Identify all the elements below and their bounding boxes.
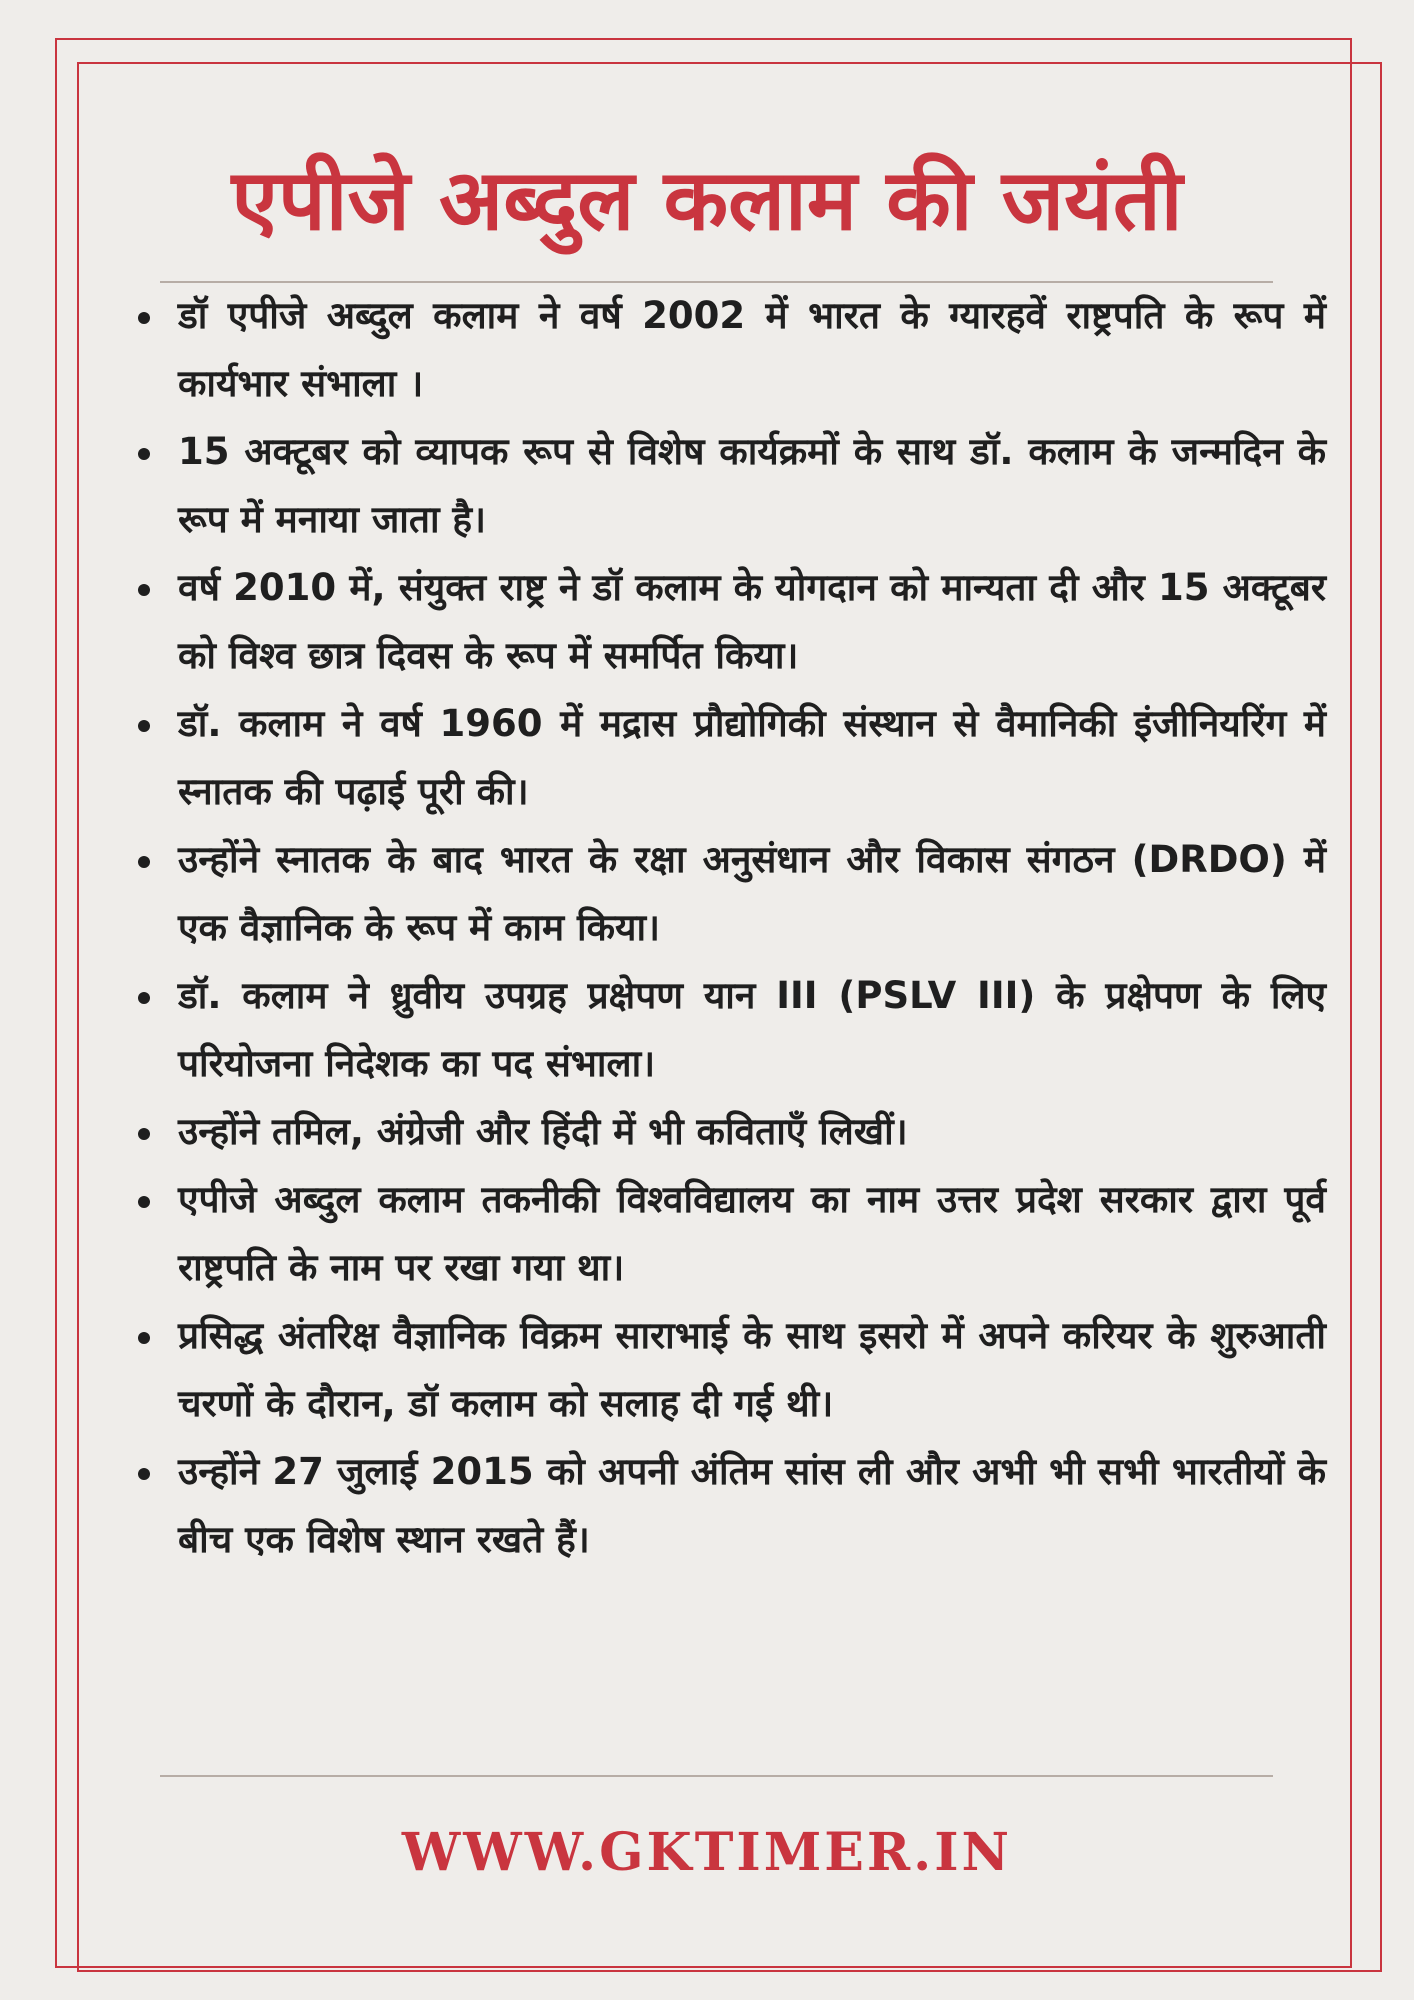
list-item: प्रसिद्ध अंतरिक्ष वैज्ञानिक विक्रम साराभाई के साथ इसरो में अपने करियर के शुरुआती चरणों के दौरान, डॉ कलाम को सलाह दी गई थी। [178,1302,1326,1438]
list-item: डॉ एपीजे अब्दुल कलाम ने वर्ष 2002 में भारत के ग्यारहवें राष्ट्रपति के रूप में कार्यभार संभाला । [178,282,1326,418]
list-item: उन्होंने 27 जुलाई 2015 को अपनी अंतिम सांस ली और अभी भी सभी भारतीयों के बीच एक विशेष स्थान रखते हैं। [178,1438,1326,1574]
list-item: डॉ. कलाम ने ध्रुवीय उपग्रह प्रक्षेपण यान III (PSLV III) के प्रक्षेपण के लिए परियोजना निदेशक का पद संभाला। [178,962,1326,1098]
list-item: उन्होंने तमिल, अंग्रेजी और हिंदी में भी कविताएँ लिखीं। [178,1098,1326,1166]
website-url: WWW.GKTIMER.IN [401,1822,1013,1883]
bottom-divider [160,1775,1273,1777]
list-item: एपीजे अब्दुल कलाम तकनीकी विश्वविद्यालय का नाम उत्तर प्रदेश सरकार द्वारा पूर्व राष्ट्रपति के नाम पर रखा गया था। [178,1166,1326,1302]
list-item: वर्ष 2010 में, संयुक्त राष्ट्र ने डॉ कलाम के योगदान को मान्यता दी और 15 अक्टूबर को विश्व छात्र दिवस के रूप में समर्पित किया। [178,554,1326,690]
page-title: एपीजे अब्दुल कलाम की जयंती [231,151,1183,249]
list-item: 15 अक्टूबर को व्यापक रूप से विशेष कार्यक्रमों के साथ डॉ. कलाम के जन्मदिन के रूप में मनाया जाता है। [178,418,1326,554]
list-item: डॉ. कलाम ने वर्ष 1960 में मद्रास प्रौद्योगिकी संस्थान से वैमानिकी इंजीनियरिंग में स्नातक की पढ़ाई पूरी की। [178,690,1326,826]
fact-list [178,282,1326,1574]
list-item: उन्होंने स्नातक के बाद भारत के रक्षा अनुसंधान और विकास संगठन (DRDO) में एक वैज्ञानिक के रूप में काम किया। [178,826,1326,962]
